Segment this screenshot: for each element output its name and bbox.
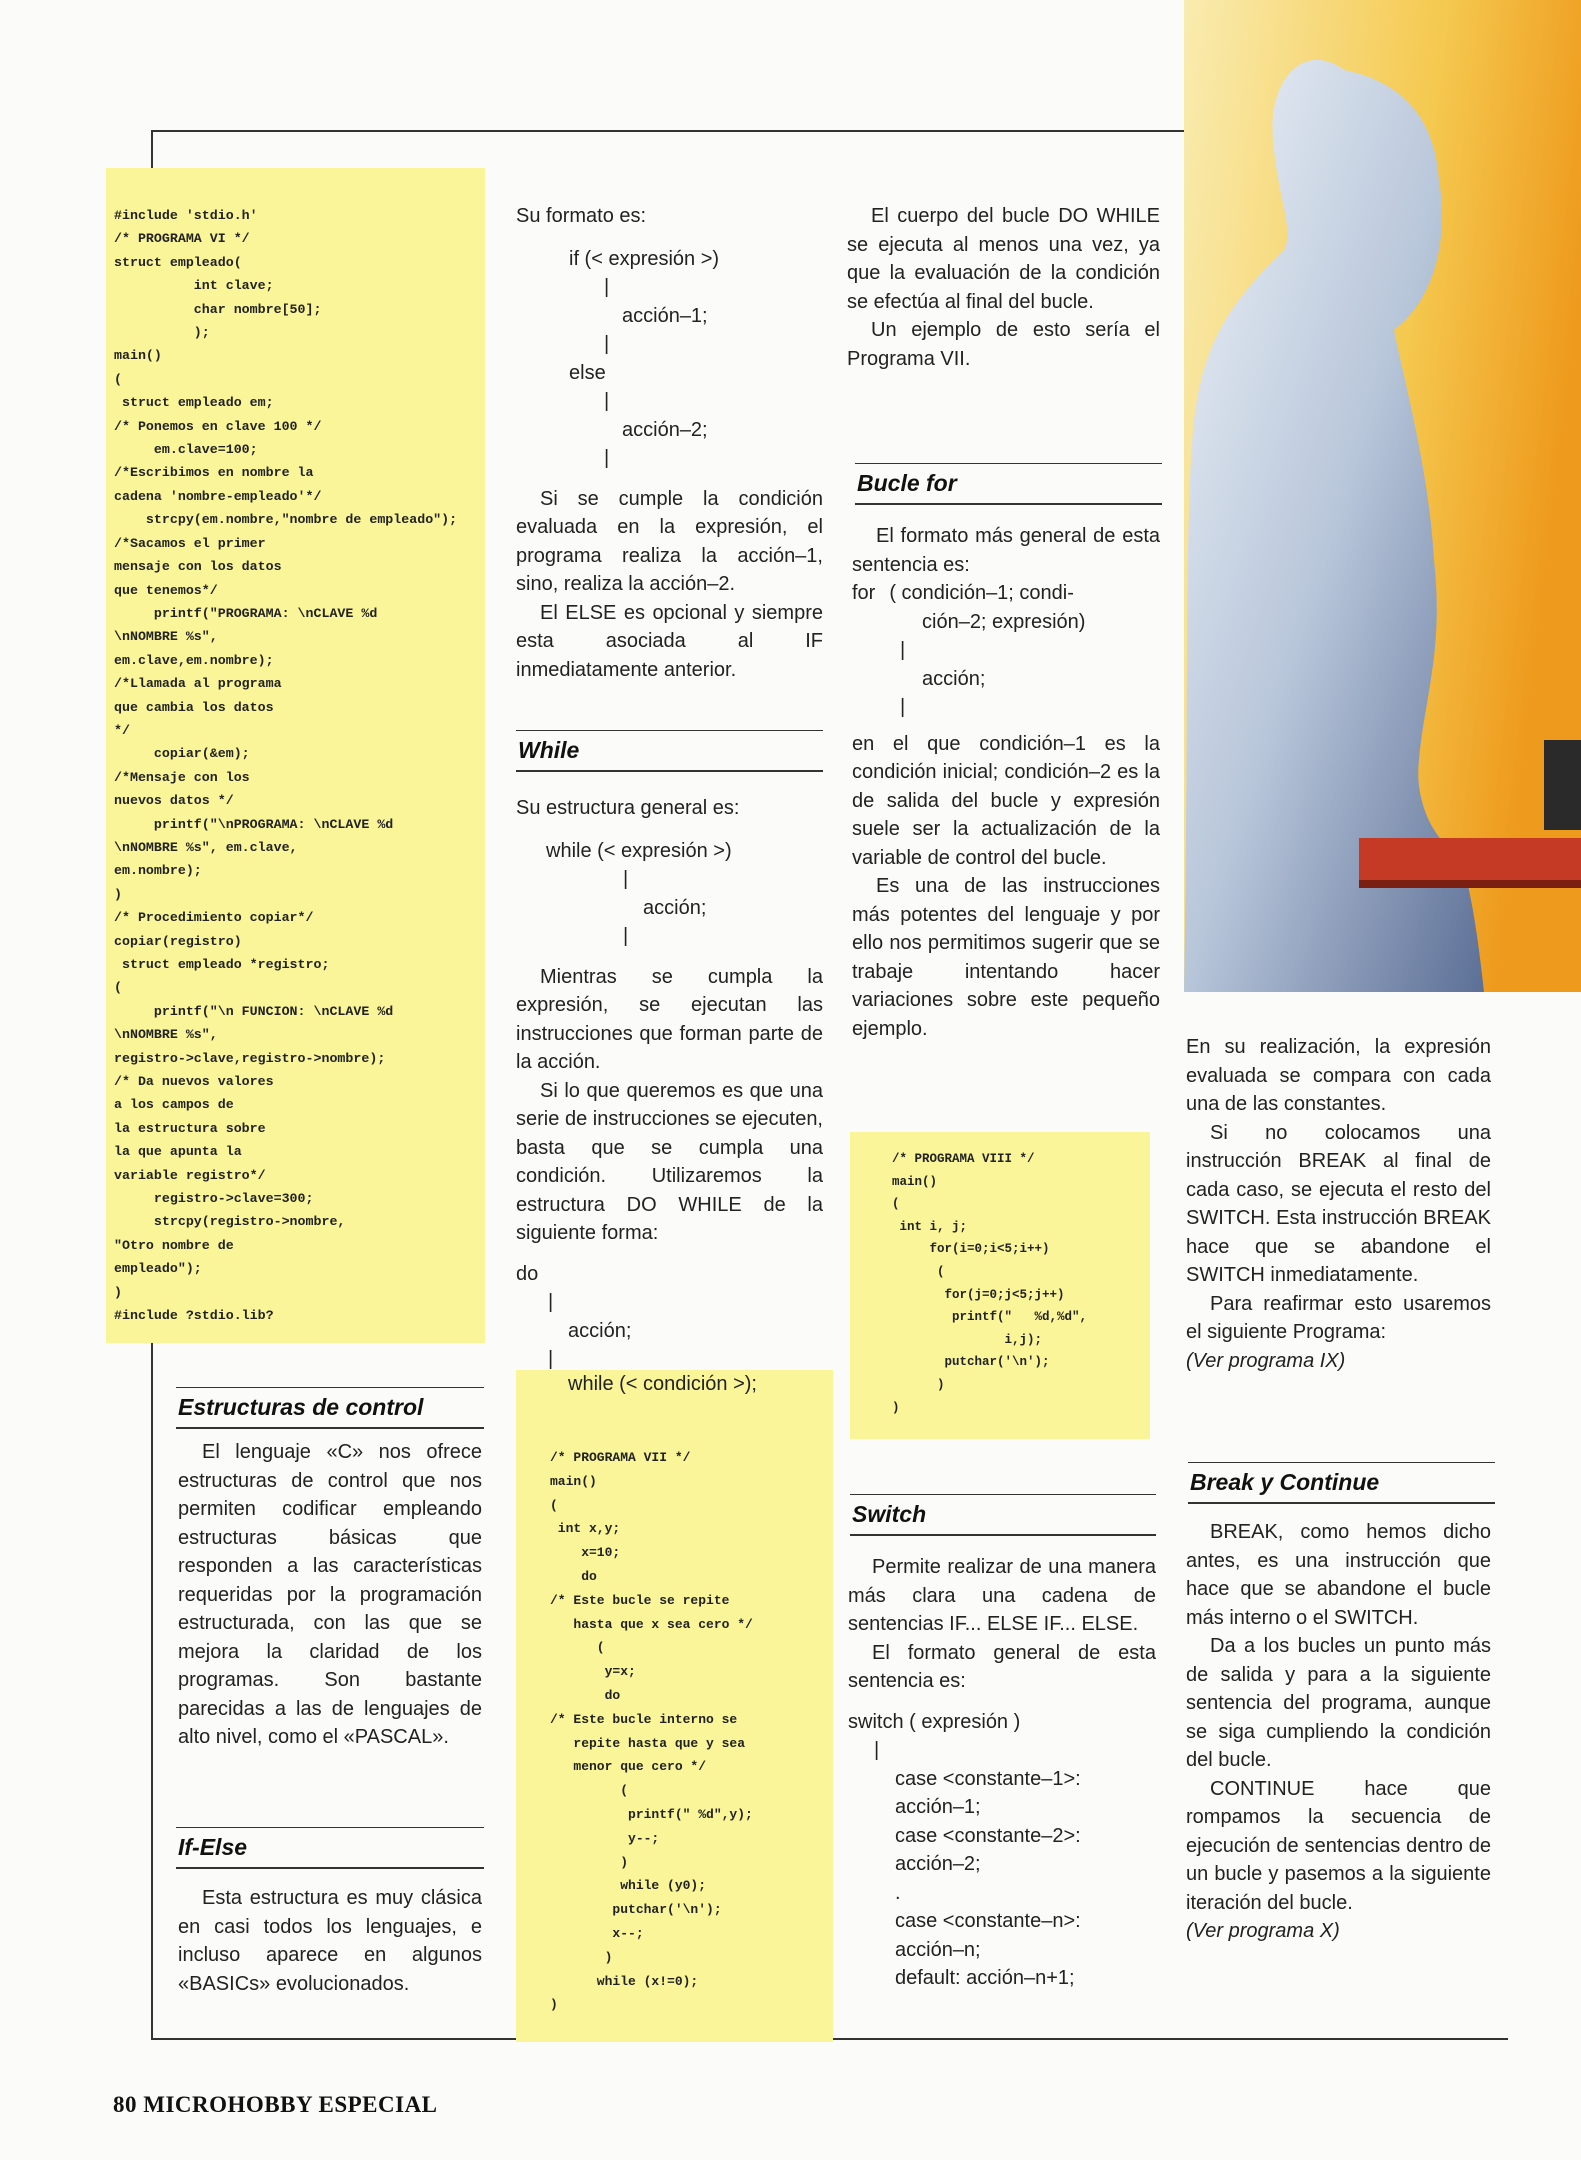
if-else-format: [516, 202, 823, 684]
heading-while: While: [516, 730, 823, 772]
program-viii-code: /* PROGRAMA VIII */ main() ( int i, j; for(i=0;i<5;i++) ( for(j=0;j<5;j++) printf(" %d,%d", i,j); putchar('\n'); ) ): [892, 1152, 1088, 1415]
for-line: [852, 579, 1160, 608]
action1-line: acción–1;: [622, 304, 708, 327]
illustration-programmer: [1184, 0, 1581, 992]
case-line: case <constante–2>:: [895, 1824, 1081, 1847]
paragraph: Si se cumple la condición evaluada en la expresión, el programa realiza la acción–1, sino, realiza la acción–2.: [516, 487, 823, 595]
flow-pipe: |: [623, 925, 629, 947]
default-line: default: acción–n+1;: [895, 1967, 1075, 1989]
page-footer: [113, 2092, 438, 2118]
paragraph: Permite realizar de una manera más clara una cadena de sentencias IF... ELSE IF... ELSE.: [848, 1556, 1156, 1635]
program-vi-code: #include 'stdio.h' /* PROGRAMA VI */ struct empleado( int clave; char nombre[50]; ); main() ( struct empleado em; /* Ponemos en clave 100 */ em.clave=100; /*Escribimos en nombre la cadena 'nombre-empleado'*/ strcpy(em.nombre,"nombre de empleado"); /*Sacamos el primer mensaje con los datos que tenemos*/ printf("PROGRAMA: \nCLAVE %d \nNOMBRE %s", em.clave,em.nombre); /*Llamada al programa que cambia los datos */ copiar(&em); /*Mensaje con los nuevos datos */ printf("\nPROGRAMA: \nCLAVE %d \nNOMBRE %s", em.clave, em.nombre); ) /* Procedimiento copiar*/ copiar(registro) struct empleado *registro; ( printf("\n FUNCION: \nCLAVE %d \nNOMBRE %s", registro->clave,registro->nombre); /* Da nuevos valores a los campos de la estructura sobre la que apunta la variable registro*/ registro->clave=300; strcpy(registro->nombre, "Otro nombre de empleado"); ) #include ?stdio.lib?: [114, 208, 458, 1324]
heading-estructuras-de-control: Estructuras de control: [176, 1387, 484, 1429]
paragraph: En su realización, la expresión evaluada se compara con cada una de las constantes.: [1186, 1036, 1491, 1115]
program-viii-code-block: [850, 1132, 1150, 1439]
for-action-line: acción;: [922, 667, 986, 690]
flow-pipe: |: [548, 1291, 554, 1313]
program-vi-code-block: [106, 168, 485, 1343]
action2-line: acción–2;: [622, 418, 708, 441]
magazine-name: MICROHOBBY ESPECIAL: [143, 2092, 438, 2117]
if-line: if (< expresión >): [569, 247, 720, 270]
flow-pipe: |: [623, 868, 629, 890]
flow-pipe: |: [900, 639, 906, 661]
switch-continued-text: [1186, 1033, 1491, 1375]
format-intro: Su formato es:: [516, 205, 647, 227]
flow-pipe: |: [604, 447, 610, 469]
paragraph: Esta estructura es muy clásica en casi todos los lenguajes, e incluso aparece en algunos «BASICs» evolucionados.: [178, 1887, 482, 1995]
paragraph: El cuerpo del bucle DO WHILE se ejecuta al menos una vez, ya que la evaluación de la condición se efectúa al final del bucle.: [847, 205, 1160, 313]
break-continue-text: [1186, 1518, 1491, 1946]
flow-pipe: |: [900, 696, 906, 718]
flow-pipe: |: [604, 390, 610, 412]
switch-text: [848, 1553, 1156, 1993]
program-ix-reference: (Ver programa IX): [1186, 1349, 1346, 1372]
paragraph: Es una de las instrucciones más potentes del lenguaje y por ello nos permitimos sugerir que se trabaje intentando hacer variaciones sobre este pequeño ejemplo.: [852, 875, 1160, 1040]
paragraph: CONTINUE hace que rompamos la secuencia de ejecución de sentencias dentro de un bucle y pasemos a la siguiente iteración del bucle.: [1186, 1777, 1491, 1914]
do-while-text: [847, 202, 1160, 373]
paragraph: Si lo que queremos es que una serie de instrucciones se ejecuten, basta que se cumpla una condición. Utilizaremos la estructura DO WHILE de la siguiente forma:: [516, 1079, 823, 1244]
paragraph: Mientras se cumpla la expresión, se ejecutan las instrucciones que forman parte de la acción.: [516, 965, 823, 1073]
flow-pipe: |: [548, 1348, 554, 1370]
program-vii-code-block: [516, 1370, 833, 2042]
for-params: ( condición–1; condi-: [889, 582, 1074, 604]
page-number: 80: [113, 2092, 137, 2117]
flow-pipe: |: [874, 1739, 880, 1761]
while-condition-line: while (< condición >);: [568, 1373, 757, 1395]
while-line: while (< expresión >): [546, 839, 732, 862]
paragraph: Un ejemplo de esto sería el Programa VII.: [847, 319, 1160, 370]
paragraph: El ELSE es opcional y siempre esta asociada al IF inmediatamente anterior.: [516, 601, 823, 681]
paragraph: Da a los bucles un punto más de salida y para a la siguiente sentencia del programa, aunque se siga cumpliendo la condición del bucle.: [1186, 1635, 1491, 1771]
case-line: case <constante–n>:: [895, 1910, 1081, 1932]
for-text: [852, 522, 1160, 1043]
program-vii-code: /* PROGRAMA VII */ main() ( int x,y; x=10; do /* Este bucle se repite hasta que x sea cero */ ( y=x; do /* Este bucle interno se repite hasta que y sea menor que cero */ ( printf(" %d",y); y--; ) while (y0); putchar('\n'); x--; ) while (x!=0); ): [550, 1450, 753, 2013]
case-action-line: acción–2;: [895, 1853, 981, 1875]
while-action-line: acción;: [643, 896, 707, 919]
flow-pipe: |: [604, 276, 610, 298]
case-action-line: acción–1;: [895, 1796, 981, 1818]
switch-line: switch ( expresión ): [848, 1710, 1021, 1733]
paragraph: BREAK, como hemos dicho antes, es una instrucción que hace que se abandone el bucle más interno o el SWITCH.: [1186, 1521, 1491, 1629]
paragraph: El formato más general de esta sentencia es:: [852, 525, 1160, 576]
do-line: do: [516, 1262, 539, 1285]
estructuras-text: [178, 1438, 482, 1752]
top-rule: [151, 130, 1184, 132]
paragraph: Para reafirmar esto usaremos el siguiente Programa:: [1186, 1292, 1491, 1343]
while-intro: Su estructura general es:: [516, 797, 740, 819]
case-line: case <constante–1>:: [895, 1767, 1081, 1790]
for-keyword: for: [852, 582, 876, 604]
paragraph: en el que condición–1 es la condición inicial; condición–2 es la de salida del bucle y expresión suele ser la actualización de la variable de control del bucle.: [852, 732, 1160, 869]
heading-bucle-for: Bucle for: [855, 463, 1162, 505]
heading-if-else: If-Else: [176, 1827, 484, 1869]
while-text: [516, 794, 823, 1374]
else-line: else: [569, 361, 606, 384]
paragraph: El lenguaje «C» nos ofrece estructuras de control que nos permiten codificar empleando estructuras básicas que responden a las características requeridas por la programación estructurada, con las que se mejora la claridad de los programas. Son bastante parecidas a las de lenguajes de alto nivel, como el «PASCAL».: [178, 1441, 482, 1748]
program-x-reference: (Ver programa X): [1186, 1920, 1340, 1942]
paragraph: Si no colocamos una instrucción BREAK al final de cada caso, se ejecuta el resto del SWITCH. Esta instrucción BREAK hace que se abandone el SWITCH inmediatamente.: [1186, 1121, 1491, 1286]
for-params-cont: ción–2; expresión): [922, 610, 1086, 633]
do-action-line: acción;: [568, 1319, 632, 1342]
heading-break-y-continue: Break y Continue: [1188, 1462, 1495, 1504]
case-action-line: acción–n;: [895, 1938, 981, 1961]
heading-switch: Switch: [850, 1494, 1156, 1536]
paragraph: El formato general de esta sentencia es:: [848, 1641, 1156, 1692]
if-else-text: [178, 1884, 482, 1998]
flow-pipe: |: [604, 333, 610, 355]
ellipsis-line: .: [895, 1881, 901, 1904]
